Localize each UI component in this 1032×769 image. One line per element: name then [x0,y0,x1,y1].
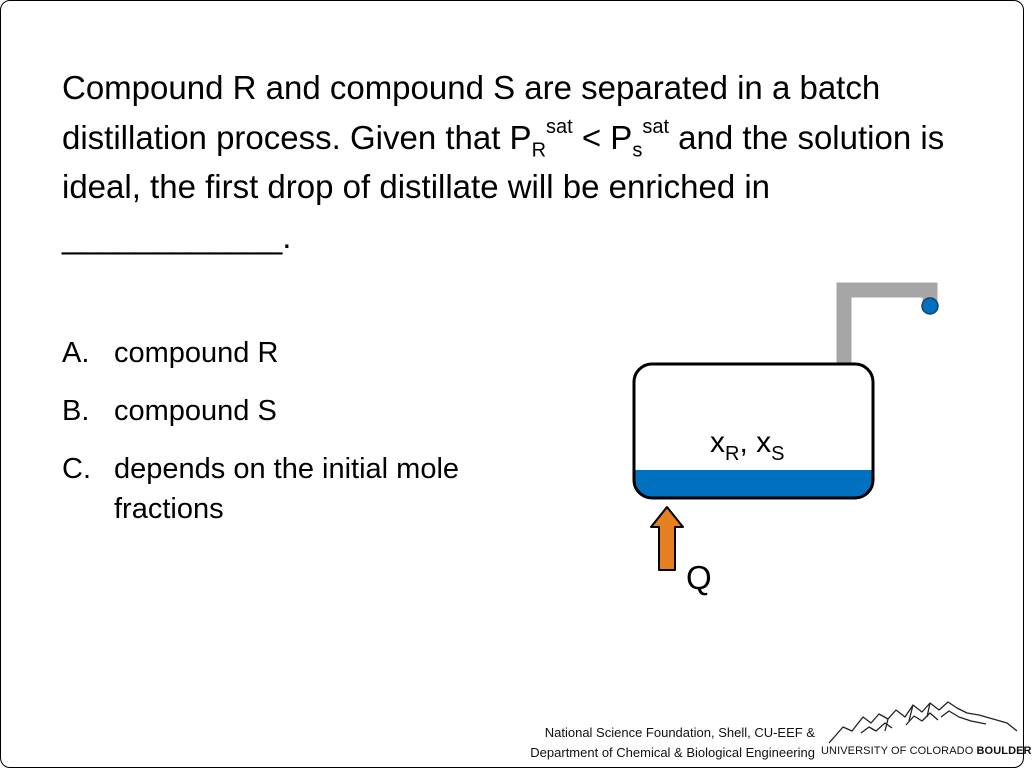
footer-credits [530,723,815,763]
ps-subscript: s [632,139,643,162]
option-text: compound S [114,395,277,427]
option-text: compound R [114,337,279,369]
pr-superscript: sat [546,115,573,138]
option-text: depends on the initial mole fractions [114,453,460,525]
option-letter: C. [62,453,91,485]
footer-line1: National Science Foundation, Shell, CU-EEF & [544,725,815,740]
university-bold: BOULDER [976,745,1032,757]
university-name [821,745,1032,757]
distillation-diagram [1,1,1025,769]
heat-arrow [651,507,683,570]
question-part2: < P [572,118,633,156]
option-letter: A. [62,337,90,369]
distillate-drop [922,298,938,314]
ps-superscript: sat [642,115,670,138]
footer-line2: Department of Chemical & Biological Engineering [530,745,815,760]
question-part1: Compound R and compound S are separated in a batch distillation process. Given that P [62,69,881,156]
heat-label: Q [686,559,712,596]
option-letter: B. [62,395,90,427]
liquid-level [634,470,873,500]
vapor-pipe [844,290,930,364]
composition-label: $x_R$, $x_S$ [710,426,785,465]
university-prefix: UNIVERSITY OF COLORADO [821,745,977,757]
question-part3: and the solution is ideal, the first drop of distillate will be enriched in ____________. [62,118,945,255]
university-mountain-logo [829,702,1017,743]
pr-subscript: R [531,139,547,162]
